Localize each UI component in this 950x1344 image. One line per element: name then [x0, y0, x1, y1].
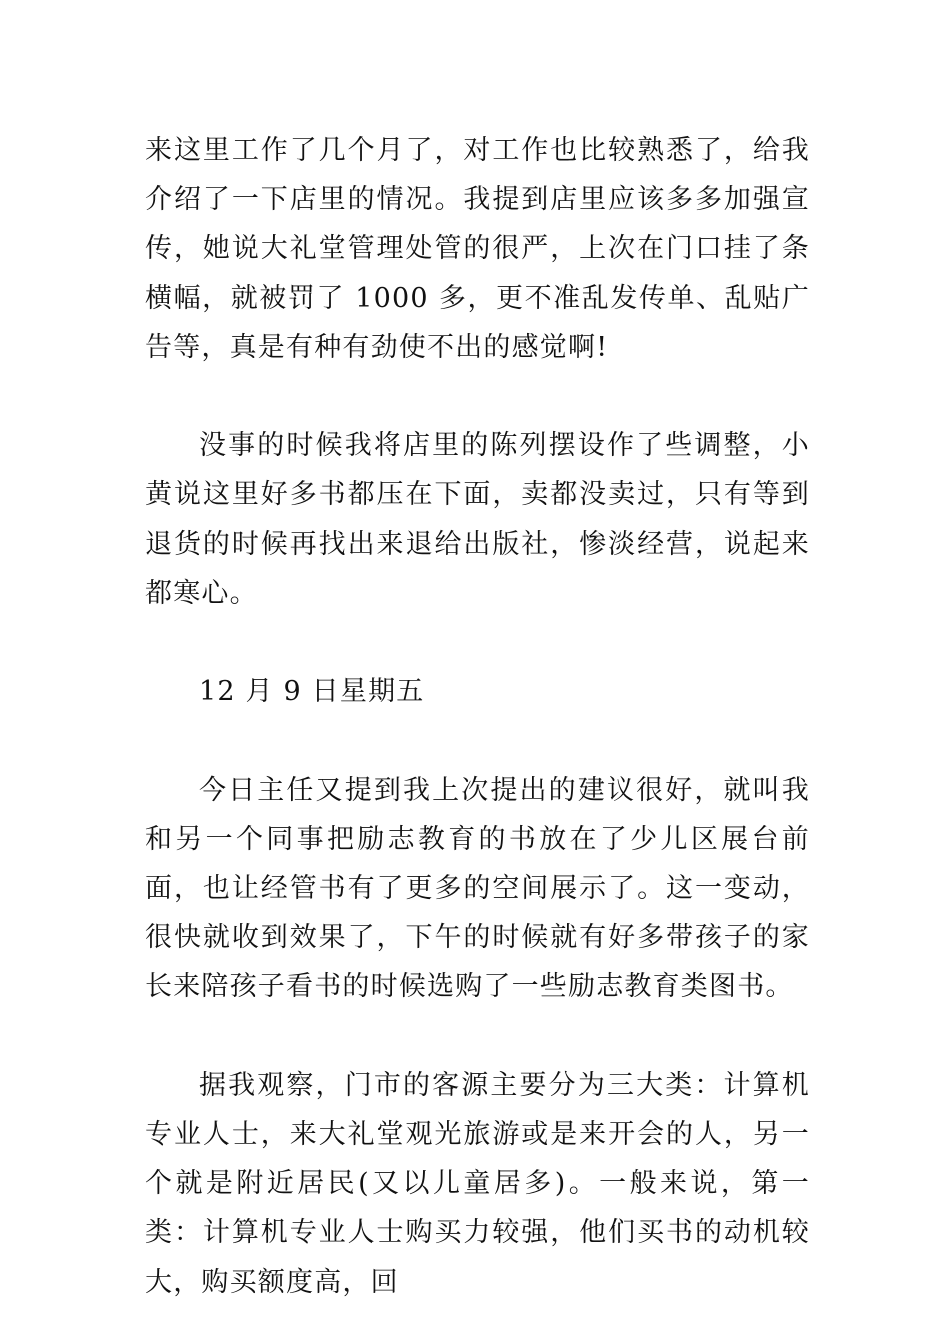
paragraph-customers: 据我观察，门市的客源主要分为三大类：计算机专业人士，来大礼堂观光旅游或是来开会的人，另一个就是附近居民(又以儿童居多)。一般来说，第一类：计算机专业人士购买力较强，他们买书的动机较大，购买额度高，回	[145, 1069, 810, 1298]
paragraph-suggestion: 今日主任又提到我上次提出的建议很好，就叫我和另一个同事把励志教育的书放在了少儿区展台前面，也让经管书有了更多的空间展示了。这一变动，很快就收到效果了，下午的时候就有好多带孩子的家长来陪孩子看书的时候选购了一些励志教育类图书。	[145, 774, 810, 1003]
paragraph-gap	[145, 372, 810, 421]
paragraph-gap	[145, 618, 810, 667]
document-page	[145, 126, 810, 1307]
paragraph-intro: 来这里工作了几个月了，对工作也比较熟悉了，给我介绍了一下店里的情况。我提到店里应该多多加强宣传，她说大礼堂管理处管的很严，上次在门口挂了条横幅，就被罚了 1000 多，更不准乱发传单、乱贴广告等，真是有种有劲使不出的感觉啊!	[145, 135, 810, 363]
paragraph-gap	[145, 716, 810, 765]
paragraph-rearrangement: 没事的时候我将店里的陈列摆设作了些调整，小黄说这里好多书都压在下面，卖都没卖过，只有等到退货的时候再找出来退给出版社，惨淡经营，说起来都寒心。	[145, 430, 810, 609]
paragraph-gap	[145, 1012, 810, 1061]
date-heading: 12 月 9 日星期五	[199, 676, 425, 708]
